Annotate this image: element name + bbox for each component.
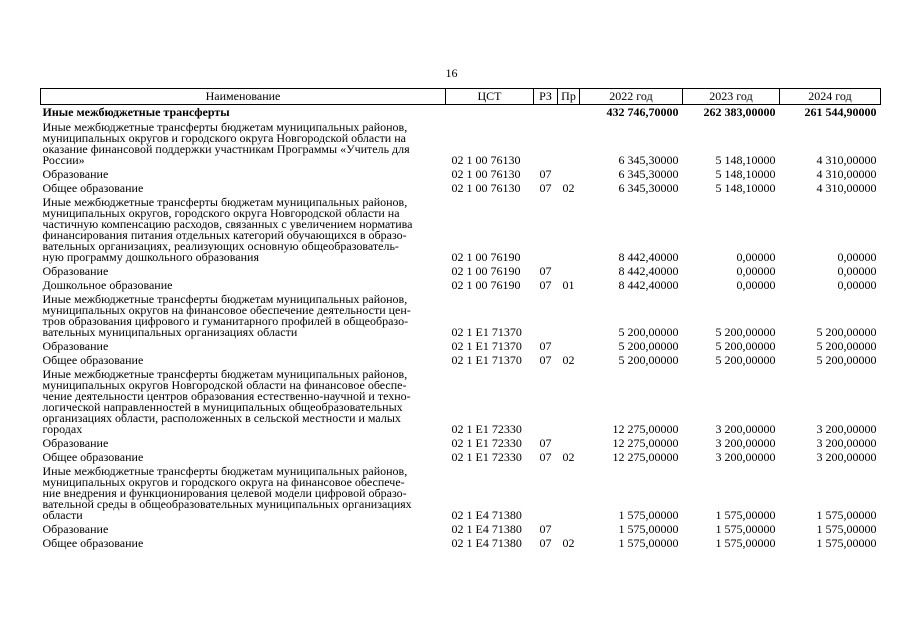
row-rz: 07 — [539, 181, 552, 195]
row-value-2023: 5 200,00000 — [715, 339, 776, 353]
header-rz: РЗ — [534, 89, 558, 105]
row-value-2022: 12 275,00000 — [612, 436, 679, 450]
row-value-2023: 3 200,00000 — [715, 422, 776, 436]
row-name: Иные межбюджетные трансферты бюджетам муниципальных районов, муниципальных округов и городского округа на финансовое обеспече- ние внедрения и функционирования целевой модели цифровой образо- вательной среды в общеобразовательных муниципальных организациях области — [42, 464, 412, 522]
row-pr: 02 — [562, 353, 575, 367]
row-name: Образование — [42, 522, 109, 536]
row-value-2024: 1 575,00000 — [816, 522, 877, 536]
row-cst: 02 1 00 76130 — [451, 181, 521, 195]
row-value-2023: 5 148,10000 — [715, 153, 776, 167]
row-value-2024: 5 200,00000 — [816, 353, 877, 367]
row-cst: 02 1 E4 71380 — [451, 522, 522, 536]
row-cst: 02 1 E1 72330 — [451, 450, 522, 464]
row-name: Дошкольное образование — [42, 278, 173, 292]
row-cst: 02 1 00 76130 — [451, 167, 521, 181]
row-pr: 01 — [562, 278, 575, 292]
row-value-2024: 3 200,00000 — [816, 422, 877, 436]
table-row — [41, 168, 881, 182]
table-total-row — [41, 105, 881, 122]
row-pr — [558, 105, 580, 122]
row-rz — [534, 293, 558, 340]
row-rz: 07 — [539, 450, 552, 464]
row-name: Общее образование — [42, 181, 144, 195]
table-row — [41, 196, 881, 265]
row-value-2023: 1 575,00000 — [715, 536, 776, 550]
row-rz: 07 — [539, 264, 552, 278]
row-pr — [558, 437, 580, 451]
row-value-2024: 4 310,00000 — [816, 153, 877, 167]
row-pr — [558, 121, 580, 168]
row-value-2024: 3 200,00000 — [816, 450, 877, 464]
row-name: Образование — [42, 167, 109, 181]
row-name: Общее образование — [42, 450, 144, 464]
row-name: Образование — [42, 436, 109, 450]
table-row — [41, 279, 881, 293]
row-cst: 02 1 00 76190 — [451, 264, 521, 278]
table-row — [41, 354, 881, 368]
row-value-2022: 5 200,00000 — [618, 325, 679, 339]
table-header-row — [41, 89, 881, 105]
row-cst: 02 1 00 76130 — [451, 153, 521, 167]
row-value-2024: 0,00000 — [837, 278, 877, 292]
row-rz: 07 — [539, 339, 552, 353]
row-name: Иные межбюджетные трансферты бюджетам муниципальных районов, муниципальных округов на финансовое обеспечение деятельности цен- тров образования цифрового и гуманитарного профилей в общеобразо- вательных муниципальных организациях области — [42, 292, 411, 339]
row-pr: 02 — [562, 181, 575, 195]
row-rz — [534, 196, 558, 265]
row-value-2024: 5 200,00000 — [816, 325, 877, 339]
row-value-2022: 1 575,00000 — [618, 522, 679, 536]
table-row — [41, 465, 881, 523]
row-value-2024: 1 575,00000 — [816, 536, 877, 550]
table-row — [41, 368, 881, 437]
page-number: 16 — [445, 66, 458, 80]
row-value-2023: 3 200,00000 — [715, 436, 776, 450]
row-pr — [558, 196, 580, 265]
row-rz — [534, 105, 558, 122]
row-name: Общее образование — [42, 536, 144, 550]
budget-table — [40, 88, 881, 551]
row-pr — [558, 465, 580, 523]
table-row — [41, 523, 881, 537]
row-value-2022: 1 575,00000 — [618, 508, 679, 522]
row-rz: 07 — [539, 436, 552, 450]
row-value-2022: 12 275,00000 — [612, 422, 679, 436]
row-name: Образование — [42, 339, 109, 353]
row-value-2022: 5 200,00000 — [618, 339, 679, 353]
row-rz: 07 — [539, 278, 552, 292]
table-row — [41, 182, 881, 196]
row-value-2024: 261 544,90000 — [804, 105, 877, 119]
row-pr — [558, 368, 580, 437]
row-value-2022: 8 442,40000 — [618, 250, 679, 264]
header-pr: Пр — [558, 89, 580, 105]
row-cst: 02 1 00 76190 — [451, 278, 521, 292]
table-row — [41, 340, 881, 354]
row-cst: 02 1 E1 71370 — [451, 339, 522, 353]
row-value-2024: 4 310,00000 — [816, 181, 877, 195]
row-rz — [534, 121, 558, 168]
row-value-2023: 5 200,00000 — [715, 325, 776, 339]
row-value-2022: 12 275,00000 — [612, 450, 679, 464]
row-value-2024: 5 200,00000 — [816, 339, 877, 353]
table-row — [41, 265, 881, 279]
row-rz — [534, 368, 558, 437]
table-row — [41, 437, 881, 451]
row-rz: 07 — [539, 167, 552, 181]
row-value-2022: 6 345,30000 — [618, 181, 679, 195]
row-cst: 02 1 E1 71370 — [451, 325, 522, 339]
row-cst: 02 1 E1 72330 — [451, 436, 522, 450]
row-name: Иные межбюджетные трансферты бюджетам муниципальных районов, муниципальных округов и городского округа Новгородской области на оказание финансовой поддержки участникам Программы «Учитель для России» — [42, 120, 410, 167]
row-pr — [558, 168, 580, 182]
row-value-2023: 3 200,00000 — [715, 450, 776, 464]
row-value-2022: 432 746,70000 — [606, 105, 679, 119]
row-cst: 02 1 00 76190 — [451, 250, 521, 264]
row-pr — [558, 523, 580, 537]
row-value-2022: 6 345,30000 — [618, 167, 679, 181]
row-cst: 02 1 E1 71370 — [451, 353, 522, 367]
row-value-2024: 4 310,00000 — [816, 167, 877, 181]
row-value-2023: 262 383,00000 — [703, 105, 776, 119]
row-value-2022: 1 575,00000 — [618, 536, 679, 550]
row-value-2022: 8 442,40000 — [618, 278, 679, 292]
row-rz: 07 — [539, 536, 552, 550]
header-name: Наименование — [41, 89, 446, 105]
row-rz — [534, 465, 558, 523]
row-value-2023: 5 148,10000 — [715, 181, 776, 195]
row-pr — [558, 340, 580, 354]
row-cst: 02 1 E4 71380 — [451, 508, 522, 522]
row-value-2024: 3 200,00000 — [816, 436, 877, 450]
row-value-2022: 8 442,40000 — [618, 264, 679, 278]
row-value-2024: 0,00000 — [837, 250, 877, 264]
header-2024: 2024 год — [780, 89, 881, 105]
row-name: Образование — [42, 264, 109, 278]
table-row — [41, 451, 881, 465]
row-value-2023: 5 200,00000 — [715, 353, 776, 367]
header-cst: ЦСТ — [446, 89, 534, 105]
row-value-2023: 0,00000 — [736, 264, 776, 278]
row-value-2024: 1 575,00000 — [816, 508, 877, 522]
row-value-2023: 1 575,00000 — [715, 522, 776, 536]
row-cst — [446, 105, 534, 122]
row-cst: 02 1 E4 71380 — [451, 536, 522, 550]
row-rz: 07 — [539, 353, 552, 367]
row-value-2023: 5 148,10000 — [715, 167, 776, 181]
table-row — [41, 293, 881, 340]
row-name: Иные межбюджетные трансферты — [42, 105, 230, 119]
table-row — [41, 121, 881, 168]
row-pr — [558, 265, 580, 279]
row-pr — [558, 293, 580, 340]
row-value-2024: 0,00000 — [837, 264, 877, 278]
header-2022: 2022 год — [580, 89, 683, 105]
row-value-2022: 5 200,00000 — [618, 353, 679, 367]
header-2023: 2023 год — [683, 89, 780, 105]
row-pr: 02 — [562, 536, 575, 550]
row-value-2022: 6 345,30000 — [618, 153, 679, 167]
row-value-2023: 1 575,00000 — [715, 508, 776, 522]
row-value-2023: 0,00000 — [736, 250, 776, 264]
row-name: Иные межбюджетные трансферты бюджетам муниципальных районов, муниципальных округов Новгородской области на финансовое обеспе- чение деятельности центров образования естественно-научной и техно- логической направленностей в муниципальных общеобразовательных организациях области, расположенных в сельской местности и малых городах — [42, 367, 411, 436]
row-cst: 02 1 E1 72330 — [451, 422, 522, 436]
row-name: Иные межбюджетные трансферты бюджетам муниципальных районов, муниципальных округов, городского округа Новгородской области на частичную компенсацию расходов, связанных с увеличением норматива финансирования питания отдельных категорий обучающихся в образо- вательных организациях, реализующих основную общеобразователь- ную программу дошкольного образования — [42, 195, 413, 264]
row-rz: 07 — [539, 522, 552, 536]
row-pr: 02 — [562, 450, 575, 464]
row-value-2023: 0,00000 — [736, 278, 776, 292]
row-name: Общее образование — [42, 353, 144, 367]
table-row — [41, 537, 881, 551]
